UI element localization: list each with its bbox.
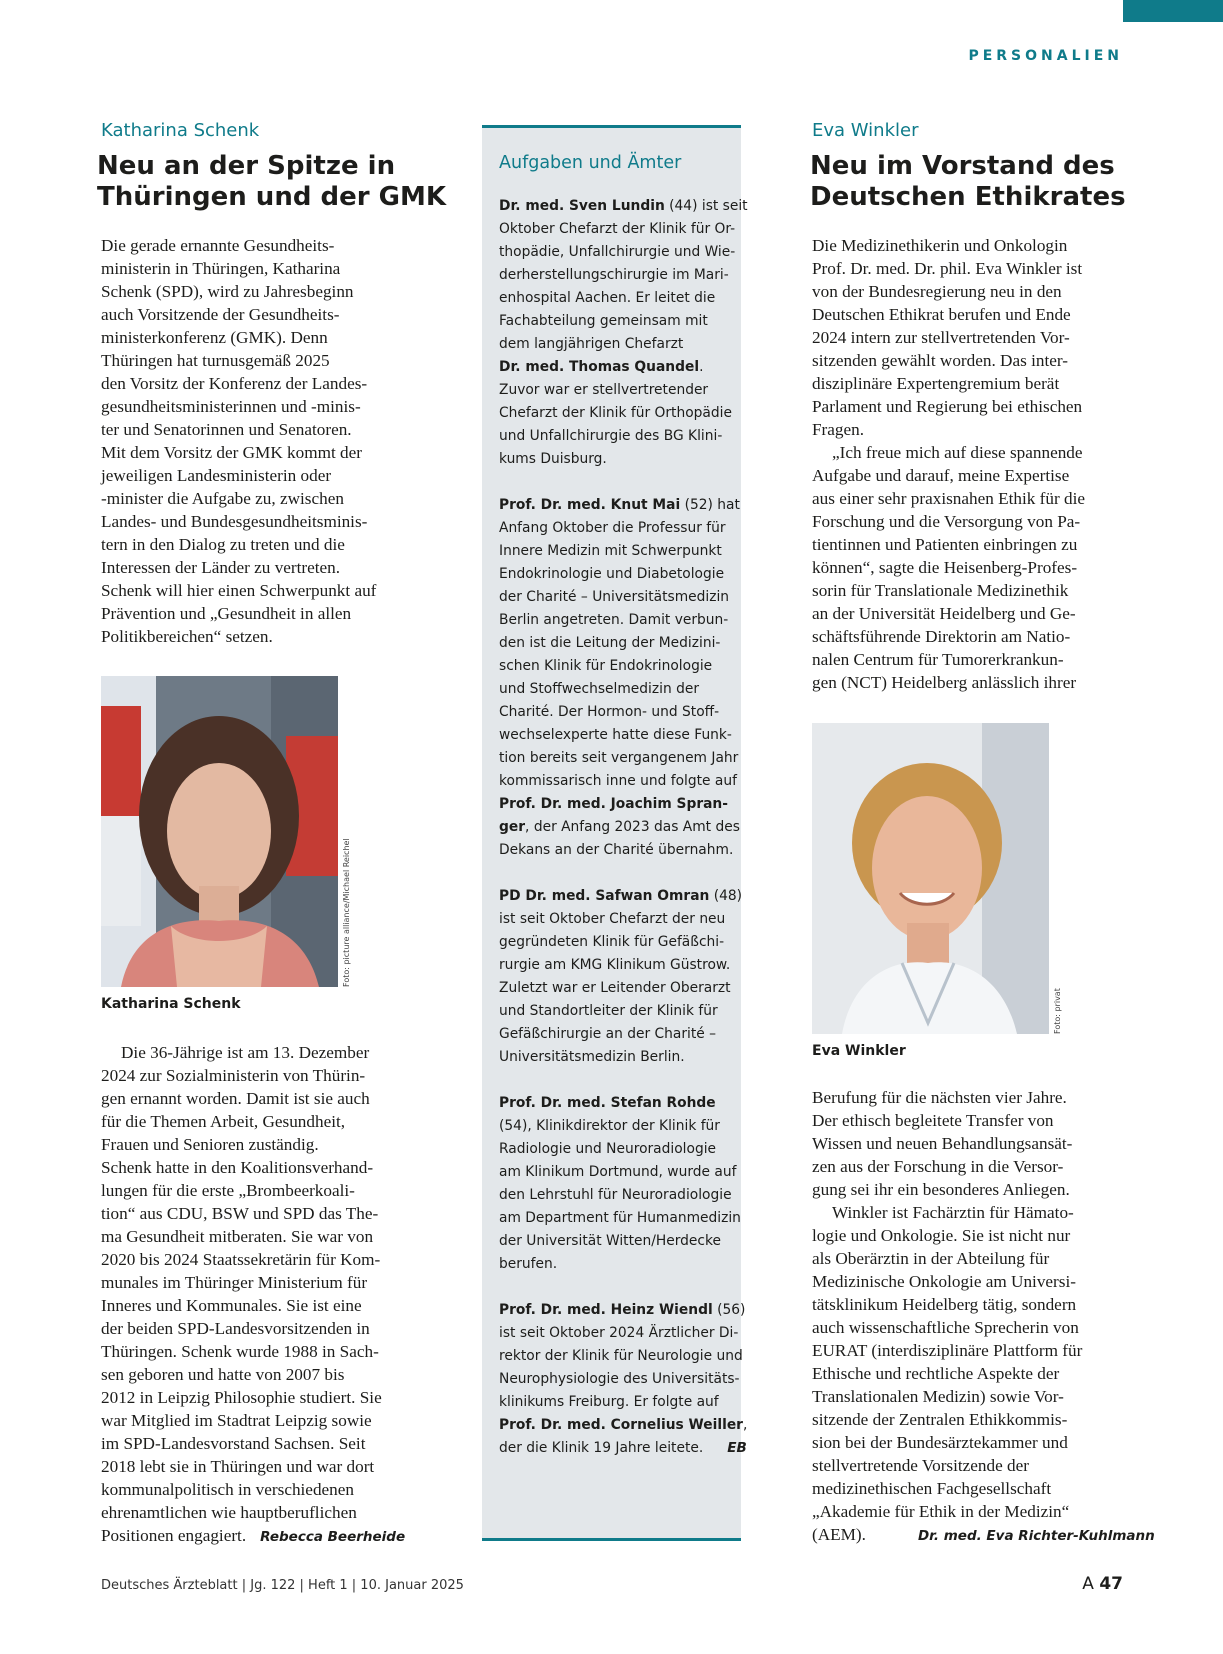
box-line — [499, 1299, 746, 1322]
text-segment: wechselexperte hatte diese Funk- — [499, 727, 732, 743]
paragraph-gap — [499, 1276, 731, 1299]
box-line — [499, 770, 737, 793]
text-segment: und Stoffwechselmedizin der — [499, 681, 700, 697]
box-line — [499, 701, 731, 724]
text-line: Die Medizinethikerin und Onkologin — [812, 236, 1068, 255]
text-line: EURAT (interdisziplinäre Plattform für — [812, 1341, 1083, 1360]
headline-line: Neu im Vorstand des — [810, 151, 1115, 181]
box-line — [499, 747, 739, 770]
text-line: gung sei ihr ein besonderes Anliegen. — [812, 1180, 1070, 1199]
text-segment: dem langjährigen Chefarzt — [499, 336, 684, 352]
text-segment: und Standortleiter der Klinik für — [499, 1003, 718, 1019]
box-line — [499, 1230, 731, 1253]
box-line — [499, 218, 736, 241]
text-segment: Endokrinologie und Diabetologie — [499, 566, 725, 582]
text-segment: Chefarzt der Klinik für Orthopädie — [499, 405, 732, 421]
portrait-image — [101, 676, 338, 987]
text-segment: Oktober Chefarzt der Klinik für Or- — [499, 221, 736, 237]
box-line — [499, 1000, 731, 1023]
text-segment: ist seit Oktober 2024 Ärztlicher Di- — [499, 1325, 739, 1341]
box-line — [499, 1184, 731, 1207]
text-line: können“, sagte die Heisenberg-Profes- — [812, 558, 1078, 577]
text-segment: klinikums Freiburg. Er folgte auf — [499, 1394, 719, 1410]
text-segment: gegründeten Klinik für Gefäßchi- — [499, 934, 725, 950]
text-line: lungen für die erste „Brombeerkoali- — [101, 1181, 355, 1200]
text-line: aus einer sehr praxisnahen Ethik für die — [812, 489, 1085, 508]
text-line: Inneres und Kommunales. Sie ist eine — [101, 1296, 362, 1315]
text-segment: Anfang Oktober die Professur für — [499, 520, 726, 536]
box-line — [499, 517, 731, 540]
person-name: PD Dr. med. Safwan Omran — [499, 888, 710, 904]
text-segment: der die Klinik 19 Jahre leitete. — [499, 1440, 704, 1456]
text-line: Wissen und neuen Behandlungsansät- — [812, 1134, 1073, 1153]
text-line: war Mitglied im Stadtrat Leipzig sowie — [101, 1411, 372, 1430]
text-line: stellvertretende Vorsitzende der — [812, 1456, 1029, 1475]
person-name: Prof. Dr. med. Knut Mai — [499, 497, 681, 513]
box-line — [499, 1391, 731, 1414]
box-body — [499, 195, 748, 1460]
box-line — [499, 333, 731, 356]
headline — [810, 151, 1126, 213]
text-line: sitzende der Zentralen Ethikkommis- — [812, 1410, 1068, 1429]
text-segment: (52) hat — [680, 497, 740, 513]
text-segment: tion bereits seit vergangenem Jahr — [499, 750, 739, 766]
text-segment: den Lehrstuhl für Neuroradiologie — [499, 1187, 732, 1203]
text-segment: Neurophysiologie des Universitäts- — [499, 1371, 740, 1387]
photo-caption: Eva Winkler — [812, 1043, 906, 1059]
text-line: „Akademie für Ethik in der Medizin“ — [812, 1502, 1070, 1521]
text-line: Positionen engagiert. Rebecca Beerheide — [101, 1526, 406, 1545]
text-segment: und Unfallchirurgie des BG Klini- — [499, 428, 723, 444]
box-line — [499, 241, 736, 264]
box-line — [499, 1414, 748, 1437]
footer-citation: Deutsches Ärzteblatt | Jg. 122 | Heft 1 | 10. Januar 2025 — [101, 1578, 464, 1593]
box-line — [499, 1138, 731, 1161]
headline-line: Thüringen und der GMK — [97, 182, 446, 212]
text-line: Aufgabe und darauf, meine Expertise — [812, 466, 1070, 485]
portrait-image — [812, 723, 1049, 1034]
text-line: Politikbereichen“ setzen. — [101, 627, 273, 646]
text-line: Die 36-Jährige ist am 13. Dezember — [121, 1043, 370, 1062]
text-segment: (48) — [709, 888, 743, 904]
box-title: Aufgaben und Ämter — [499, 153, 682, 173]
box-line — [499, 563, 731, 586]
text-line: sion bei der Bundesärztekammer und — [812, 1433, 1068, 1452]
author-signature: Dr. med. Eva Richter-Kuhlmann — [917, 1528, 1155, 1544]
text-line: sitzenden gewählt worden. Das inter- — [812, 351, 1068, 370]
box-line — [499, 402, 731, 425]
text-line: Medizinische Onkologie am Universi- — [812, 1272, 1076, 1291]
text-segment: Radiologie und Neuroradiologie — [499, 1141, 717, 1157]
headline-line: Deutschen Ethikrates — [810, 182, 1126, 212]
text-segment: (56) — [712, 1302, 746, 1318]
text-line: Thüringen hat turnusgemäß 2025 — [101, 351, 330, 370]
text-line: 2012 in Leipzig Philosophie studiert. Sie — [101, 1388, 382, 1407]
headline — [97, 151, 446, 213]
text-line: (AEM). Dr. med. Eva Richter-Kuhlmann — [812, 1525, 1155, 1544]
text-line: disziplinäre Expertengremium berät — [812, 374, 1060, 393]
box-line — [499, 310, 731, 333]
box-line — [499, 195, 748, 218]
text-segment: den ist die Leitung der Medizini- — [499, 635, 721, 651]
box-line — [499, 655, 731, 678]
body-text — [812, 1086, 1155, 1548]
box-line — [499, 287, 731, 310]
text-line: im SPD-Landesvorstand Sachsen. Seit — [101, 1434, 366, 1453]
text-line: Parlament und Regierung bei ethischen — [812, 397, 1083, 416]
text-line: Translationalen Medizin) sowie Vor- — [812, 1387, 1064, 1406]
person-name: Prof. Dr. med. Cornelius Weiller — [499, 1417, 743, 1433]
text-segment: der Charité – Universitätsmedizin — [499, 589, 730, 605]
text-line: Prävention und „Gesundheit in allen — [101, 604, 352, 623]
box-line — [499, 356, 731, 379]
text-segment: Universitätsmedizin Berlin. — [499, 1049, 685, 1065]
photo-caption: Katharina Schenk — [101, 996, 241, 1012]
text-line: tätsklinikum Heidelberg tätig, sondern — [812, 1295, 1077, 1314]
photo-credit: Foto: privat — [1053, 988, 1062, 1034]
text-line: Berufung für die nächsten vier Jahre. — [812, 1088, 1067, 1107]
box-line — [499, 1092, 731, 1115]
text-line: Schenk hatte in den Koalitionsverhand- — [101, 1158, 374, 1177]
page-prefix: A — [1082, 1574, 1094, 1594]
box-line — [499, 264, 731, 287]
box-line — [499, 816, 740, 839]
body-text — [101, 1041, 421, 1549]
box-line — [499, 448, 731, 471]
text-line: 2020 bis 2024 Staatssekretärin für Kom- — [101, 1250, 381, 1269]
box-line — [499, 885, 743, 908]
text-segment: Zuvor war er stellvertretender — [499, 382, 709, 398]
text-line: medizinethischen Fachgesellschaft — [812, 1479, 1052, 1498]
box-line — [499, 1437, 747, 1460]
box-line — [499, 793, 731, 816]
box-line — [499, 1368, 740, 1391]
box-line — [499, 724, 731, 747]
text-line: „Ich freue mich auf diese spannende — [832, 443, 1083, 462]
portrait-photo — [101, 676, 338, 987]
paragraph-gap — [499, 471, 731, 494]
text-line: der beiden SPD-Landesvorsitzenden in — [101, 1319, 370, 1338]
intro-text — [101, 234, 421, 648]
text-line: tion“ aus CDU, BSW und SPD das The- — [101, 1204, 379, 1223]
text-segment: enhospital Aachen. Er leitet die — [499, 290, 716, 306]
text-line: logie und Onkologie. Sie ist nicht nur — [812, 1226, 1071, 1245]
text-segment: rurgie am KMG Klinikum Güstrow. — [499, 957, 731, 973]
text-line: auch Vorsitzende der Gesundheits- — [101, 305, 340, 324]
box-line — [499, 632, 731, 655]
text-line: 2024 zur Sozialministerin von Thürin- — [101, 1066, 366, 1085]
author-signature: EB — [727, 1440, 747, 1456]
kicker: Katharina Schenk — [101, 120, 260, 141]
section-label: PERSONALIEN — [968, 48, 1123, 64]
text-segment: Zuletzt war er Leitender Oberarzt — [499, 980, 731, 996]
page-number — [1082, 1574, 1123, 1594]
box-line — [499, 1046, 731, 1069]
text-segment: ist seit Oktober Chefarzt der neu — [499, 911, 726, 927]
box-line — [499, 1322, 739, 1345]
box-line — [499, 839, 734, 862]
person-name: Prof. Dr. med. Joachim Spran- — [499, 796, 728, 812]
text-line: Thüringen. Schenk wurde 1988 in Sach- — [101, 1342, 379, 1361]
text-segment: . — [699, 359, 704, 375]
text-segment: der Universität Witten/Herdecke — [499, 1233, 721, 1249]
text-line: ehrenamtlichen wie hauptberuflichen — [101, 1503, 357, 1522]
box-line — [499, 1207, 741, 1230]
page-num: 47 — [1099, 1574, 1123, 1594]
text-segment: berufen. — [499, 1256, 558, 1272]
text-line: Landes- und Bundesgesundheitsminis- — [101, 512, 368, 531]
text-line: Die gerade ernannte Gesundheits- — [101, 236, 335, 255]
text-segment: Fachabteilung gemeinsam mit — [499, 313, 708, 329]
text-segment: , der Anfang 2023 das Amt des — [525, 819, 740, 835]
text-segment: derherstellungschirurgie im Mari- — [499, 267, 729, 283]
text-segment: am Klinikum Dortmund, wurde auf — [499, 1164, 737, 1180]
text-line: Schenk will hier einen Schwerpunkt auf — [101, 581, 377, 600]
box-line — [499, 379, 731, 402]
box-line — [499, 1161, 737, 1184]
text-line: gesundheitsministerinnen und -minis- — [101, 397, 361, 416]
text-line: gen (NCT) Heidelberg anlässlich ihrer — [812, 673, 1077, 692]
text-line: sorin für Translationale Medizinethik — [812, 581, 1069, 600]
text-segment: (54), Klinikdirektor der Klinik für — [499, 1118, 720, 1134]
text-line: schäftsführende Direktorin am Natio- — [812, 627, 1071, 646]
photo-credit: Foto: picture alliance/Michael Reichel — [342, 838, 351, 987]
text-line: -minister die Aufgabe zu, zwischen — [101, 489, 344, 508]
text-line: ter und Senatorinnen und Senatoren. — [101, 420, 352, 439]
text-line: nalen Centrum für Tumorerkrankun- — [812, 650, 1064, 669]
box-line — [499, 1115, 731, 1138]
info-box — [482, 125, 748, 1541]
text-line: den Vorsitz der Konferenz der Landes- — [101, 374, 368, 393]
text-segment: , — [743, 1417, 748, 1433]
person-name: Prof. Dr. med. Heinz Wiendl — [499, 1302, 713, 1318]
box-line — [499, 586, 731, 609]
text-line: Interessen der Länder zu vertreten. — [101, 558, 341, 577]
text-segment: kommissarisch inne und folgte auf — [499, 773, 737, 789]
text-line: tientinnen und Patienten einbringen zu — [812, 535, 1078, 554]
text-line: Der ethisch begleitete Transfer von — [812, 1111, 1054, 1130]
person-name: ger — [499, 819, 526, 835]
intro-text — [812, 234, 1132, 694]
text-line: zen aus der Forschung in die Versor- — [812, 1157, 1064, 1176]
text-segment: Innere Medizin mit Schwerpunkt — [499, 543, 722, 559]
box-line — [499, 425, 731, 448]
text-line: Prof. Dr. med. Dr. phil. Eva Winkler ist — [812, 259, 1083, 278]
text-segment: Dekans an der Charité übernahm. — [499, 842, 734, 858]
text-line: Frauen und Senioren zuständig. — [101, 1135, 319, 1154]
box-line — [499, 1253, 731, 1276]
author-signature: Rebecca Beerheide — [260, 1529, 406, 1545]
portrait-photo — [812, 723, 1049, 1034]
text-line: Schenk (SPD), wird zu Jahresbeginn — [101, 282, 354, 301]
paragraph-gap — [499, 1069, 731, 1092]
text-line: kommunalpolitisch in verschiedenen — [101, 1480, 354, 1499]
box-line — [499, 931, 731, 954]
text-line: Deutschen Ethikrat berufen und Ende — [812, 305, 1071, 324]
section-tab-marker — [1123, 0, 1223, 22]
text-line: Mit dem Vorsitz der GMK kommt der — [101, 443, 362, 462]
text-line: von der Bundesregierung neu in den — [812, 282, 1062, 301]
text-line: tern in den Dialog zu treten und die — [101, 535, 345, 554]
text-segment: rektor der Klinik für Neurologie und — [499, 1348, 743, 1364]
paragraph-gap — [499, 862, 731, 885]
box-line — [499, 609, 731, 632]
text-line: 2024 intern zur stellvertretenden Vor- — [812, 328, 1070, 347]
text-line: Forschung und die Versorgung von Pa- — [812, 512, 1081, 531]
text-line: gen ernannt worden. Damit ist sie auch — [101, 1089, 370, 1108]
text-line: Fragen. — [812, 420, 865, 439]
text-segment: Charité. Der Hormon- und Stoff- — [499, 704, 720, 720]
text-segment: kums Duisburg. — [499, 451, 607, 467]
box-line — [499, 908, 731, 931]
text-line: munales im Thüringer Ministerium für — [101, 1273, 368, 1292]
text-segment: am Department für Humanmedizin — [499, 1210, 741, 1226]
text-segment: Gefäßchirurgie an der Charité – — [499, 1026, 717, 1042]
kicker: Eva Winkler — [812, 120, 919, 141]
text-line: ministerkonferenz (GMK). Denn — [101, 328, 328, 347]
person-name: Dr. med. Thomas Quandel — [499, 359, 700, 375]
text-line: für die Themen Arbeit, Gesundheit, — [101, 1112, 346, 1131]
box-line — [499, 1345, 743, 1368]
box-line — [499, 678, 731, 701]
text-segment: schen Klinik für Endokrinologie — [499, 658, 713, 674]
box-line — [499, 1023, 731, 1046]
text-line: sen geboren und hatte von 2007 bis — [101, 1365, 345, 1384]
text-line: jeweiligen Landesministerin oder — [101, 466, 332, 485]
person-name: Dr. med. Sven Lundin — [499, 198, 665, 214]
box-line — [499, 977, 731, 1000]
person-name: Prof. Dr. med. Stefan Rohde — [499, 1095, 716, 1111]
text-segment: thopädie, Unfallchirurgie und Wie- — [499, 244, 736, 260]
text-line: 2018 lebt sie in Thüringen und war dort — [101, 1457, 375, 1476]
text-segment: Berlin angetreten. Damit verbun- — [499, 612, 729, 628]
text-line: auch wissenschaftliche Sprecherin von — [812, 1318, 1079, 1337]
text-line: als Oberärztin in der Abteilung für — [812, 1249, 1050, 1268]
text-line: ministerin in Thüringen, Katharina — [101, 259, 341, 278]
box-line — [499, 494, 740, 517]
box-line — [499, 540, 731, 563]
text-line: Ethische und rechtliche Aspekte der — [812, 1364, 1060, 1383]
text-segment: (44) ist seit — [664, 198, 748, 214]
text-line: ma Gesundheit mitberaten. Sie war von — [101, 1227, 374, 1246]
headline-line: Neu an der Spitze in — [97, 151, 396, 181]
box-line — [499, 954, 731, 977]
text-line: an der Universität Heidelberg und Ge- — [812, 604, 1076, 623]
text-line: Winkler ist Fachärztin für Hämato- — [832, 1203, 1074, 1222]
